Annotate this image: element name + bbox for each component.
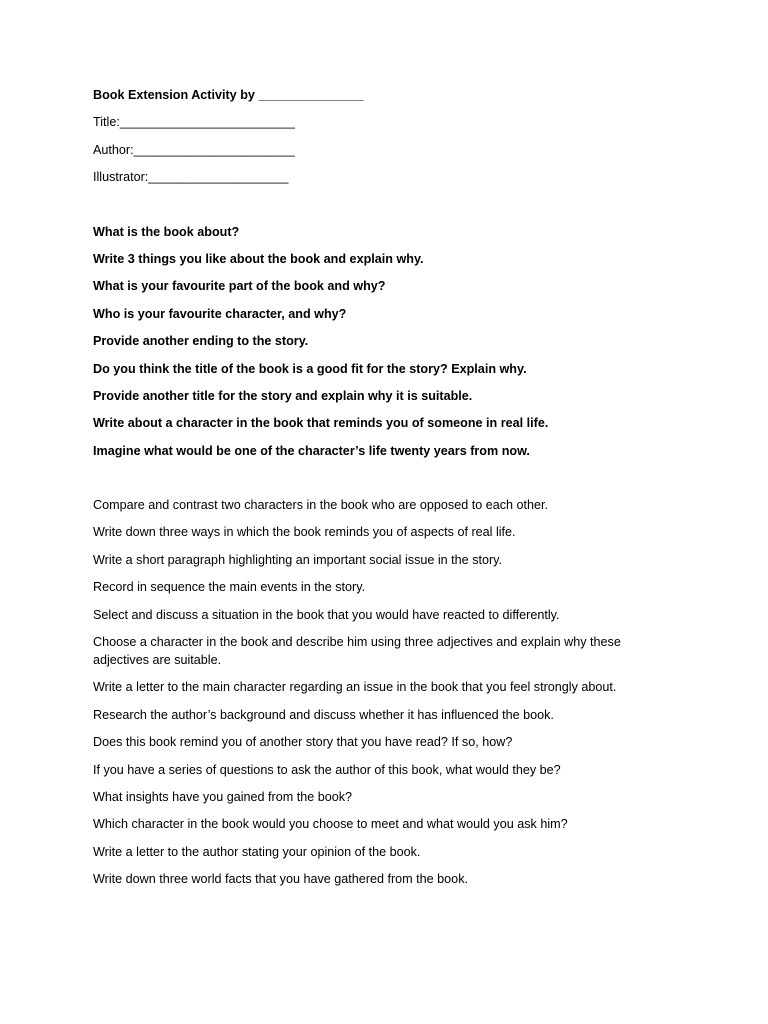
question: Write a letter to the main character regarding an issue in the book that you feel strongly about. — [93, 680, 617, 695]
spacer — [93, 196, 668, 223]
bold-question: Provide another ending to the story. — [93, 334, 309, 349]
question: Which character in the book would you choose to meet and what would you ask him? — [93, 817, 568, 832]
question: Write a short paragraph highlighting an important social issue in the story. — [93, 552, 503, 567]
activity-title: Book Extension Activity by _______________ — [93, 88, 364, 102]
question: Write down three ways in which the book reminds you of aspects of real life. — [93, 525, 516, 540]
question: Choose a character in the book and describe him using three adjectives and explain why these adjectives are suitable. — [93, 635, 625, 668]
bold-question: Write 3 things you like about the book and explain why. — [93, 251, 424, 266]
document-content — [93, 86, 668, 898]
question: Select and discuss a situation in the book that you would have reacted to differently. — [93, 607, 560, 622]
bold-question: Imagine what would be one of the character’s life twenty years from now. — [93, 443, 530, 458]
question: Write a letter to the author stating your opinion of the book. — [93, 844, 421, 859]
bold-question: Provide another title for the story and explain why it is suitable. — [93, 388, 473, 403]
question: Compare and contrast two characters in the book who are opposed to each other. — [93, 498, 549, 513]
author-field: Author:_______________________ — [93, 142, 295, 157]
bold-question: What is your favourite part of the book and why? — [93, 279, 386, 294]
bold-question: Who is your favourite character, and why? — [93, 306, 347, 321]
bold-question: What is the book about? — [93, 224, 240, 239]
illustrator-field: Illustrator:____________________ — [93, 170, 289, 185]
bold-question: Write about a character in the book that reminds you of someone in real life. — [93, 416, 549, 431]
question: Does this book remind you of another story that you have read? If so, how? — [93, 735, 513, 750]
question: If you have a series of questions to ask the author of this book, what would they be? — [93, 762, 561, 777]
spacer — [93, 469, 668, 496]
question: What insights have you gained from the book? — [93, 789, 353, 804]
title-field: Title:_________________________ — [93, 115, 295, 130]
question: Write down three world facts that you have gathered from the book. — [93, 872, 468, 887]
question: Research the author’s background and discuss whether it has influenced the book. — [93, 707, 554, 722]
bold-question: Do you think the title of the book is a good fit for the story? Explain why. — [93, 361, 527, 376]
question: Record in sequence the main events in the story. — [93, 580, 366, 595]
